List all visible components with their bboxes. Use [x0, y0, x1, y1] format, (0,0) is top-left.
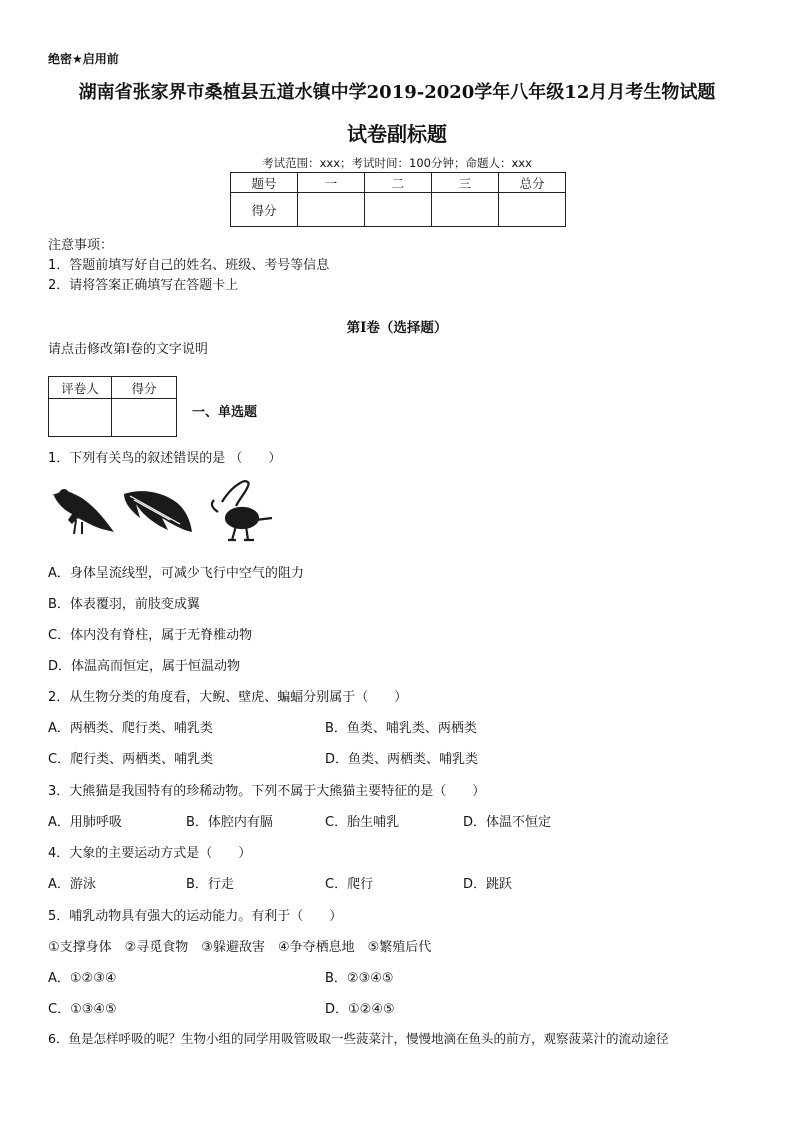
- bird-skeleton-icon: [212, 481, 272, 540]
- question-2-option-c: C．爬行类、两栖类、哺乳类: [48, 752, 214, 767]
- question-2-option-d: D．鱼类、两栖类、哺乳类: [325, 752, 479, 767]
- question-1-option-b: B．体表覆羽，前肢变成翼: [48, 597, 200, 612]
- exam-subtitle: 试卷副标题: [347, 122, 447, 146]
- notice-title: 注意事项：: [48, 238, 114, 253]
- grader-cell: [49, 399, 112, 437]
- grader-table: [48, 376, 177, 437]
- score-header: 二: [365, 173, 432, 193]
- question-3-option-d: D．体温不恒定: [463, 815, 552, 830]
- score-cell: [499, 193, 566, 227]
- grader-header: 得分: [112, 377, 177, 399]
- question-4-option-b: B．行走: [186, 877, 234, 892]
- score-header: 总分: [499, 173, 566, 193]
- section-description: 请点击修改第I卷的文字说明: [48, 342, 208, 357]
- wing-icon: [124, 491, 192, 532]
- exam-title: 湖南省张家界市桑植县五道水镇中学2019-2020学年八年级12月月考生物试题: [78, 82, 716, 103]
- question-5-option-a: A．①②③④: [48, 971, 117, 986]
- question-2-option-b: B．鱼类、哺乳类、两栖类: [325, 721, 477, 736]
- score-cell: [298, 193, 365, 227]
- score-header: 一: [298, 173, 365, 193]
- question-4-option-a: A．游泳: [48, 877, 96, 892]
- score-header: 题号: [231, 173, 298, 193]
- question-4-stem: 4．大象的主要运动方式是（ ）: [48, 846, 252, 861]
- question-2-option-a: A．两栖类、爬行类、哺乳类: [48, 721, 213, 736]
- question-3-stem: 3．大熊猫是我国特有的珍稀动物。下列不属于大熊猫主要特征的是（ ）: [48, 784, 486, 799]
- question-1-stem: 1．下列有关鸟的叙述错误的是 （ ）: [48, 451, 282, 466]
- perched-bird-icon: [52, 489, 114, 534]
- question-3-option-b: B．体腔内有膈: [186, 815, 273, 830]
- question-5-option-b: B．②③④⑤: [325, 971, 394, 986]
- grader-header: 评卷人: [49, 377, 112, 399]
- section-title: 第I卷（选择题）: [346, 320, 448, 336]
- question-4-option-c: C．爬行: [325, 877, 374, 892]
- question-3-option-c: C．胎生哺乳: [325, 815, 400, 830]
- score-cell: [365, 193, 432, 227]
- notice-item: 1．答题前填写好自己的姓名、班级、考号等信息: [48, 258, 330, 273]
- question-4-option-d: D．跳跃: [463, 877, 513, 892]
- score-header: 三: [432, 173, 499, 193]
- question-1-option-d: D．体温高而恒定，属于恒温动物: [48, 659, 241, 674]
- question-1-option-a: A．身体呈流线型，可减少飞行中空气的阻力: [48, 566, 304, 581]
- question-5-stem: 5．哺乳动物具有强大的运动能力。有利于（ ）: [48, 909, 343, 924]
- grader-cell: [112, 399, 177, 437]
- score-table: [230, 172, 566, 227]
- question-1-option-c: C．体内没有脊柱，属于无脊椎动物: [48, 628, 253, 643]
- question-5-statements: ①支撑身体 ②寻觅食物 ③躲避敌害 ④争夺栖息地 ⑤繁殖后代: [48, 940, 432, 955]
- question-5-option-d: D．①②④⑤: [325, 1002, 395, 1017]
- question-3-option-a: A．用肺呼吸: [48, 815, 122, 830]
- part-title: 一、单选题: [192, 405, 258, 420]
- notice-item: 2．请将答案正确填写在答题卡上: [48, 278, 239, 293]
- score-cell: [432, 193, 499, 227]
- question-2-stem: 2．从生物分类的角度看，大鲵、壁虎、蝙蝠分别属于（ ）: [48, 690, 408, 705]
- confidential-mark: 绝密★启用前: [48, 52, 119, 66]
- bird-illustration: [50, 478, 280, 544]
- exam-meta: 考试范围：xxx；考试时间：100分钟；命题人：xxx: [262, 156, 532, 170]
- question-6-stem: 6．鱼是怎样呼吸的呢？生物小组的同学用吸管吸取一些菠菜汁，慢慢地滴在鱼头的前方，观察菠菜汁的流动途径: [48, 1031, 669, 1046]
- question-5-option-c: C．①③④⑤: [48, 1002, 117, 1017]
- score-row-label: 得分: [231, 193, 298, 227]
